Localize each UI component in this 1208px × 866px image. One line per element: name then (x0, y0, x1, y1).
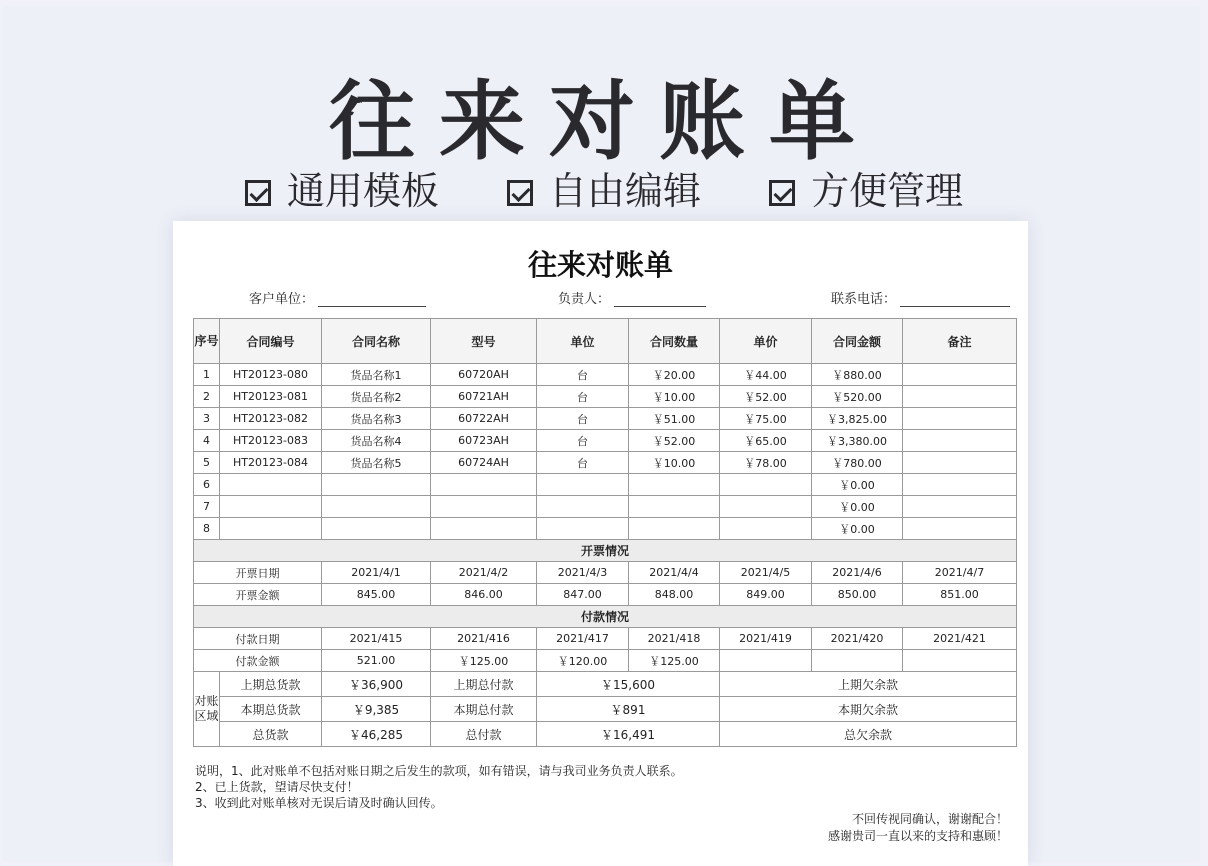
payment-amount: ￥125.00 (431, 650, 537, 672)
feature-item (507, 160, 701, 215)
payment-date: 2021/415 (322, 628, 431, 650)
table-cell (431, 518, 537, 540)
table-row (194, 518, 1017, 540)
section-title: 开票情况 (194, 540, 1017, 562)
feature-list (0, 160, 1208, 215)
feature-label: 自由编辑 (548, 169, 701, 213)
table-cell: ￥52.00 (720, 386, 812, 408)
reconcile-value: ￥16,491 (537, 722, 720, 747)
table-cell: ￥78.00 (720, 452, 812, 474)
customer-field (249, 288, 426, 307)
table-cell: 货品名称5 (322, 452, 431, 474)
payment-date: 2021/416 (431, 628, 537, 650)
customer-input-line[interactable] (318, 306, 426, 307)
invoice-amount-row (194, 584, 1017, 606)
reconcile-row (194, 722, 1017, 747)
reconcile-label: 总货款 (220, 722, 322, 747)
reconcile-label: 上期总货款 (220, 672, 322, 697)
payment-amount (812, 650, 903, 672)
invoice-amount: 845.00 (322, 584, 431, 606)
table-cell (903, 430, 1017, 452)
table-cell (903, 496, 1017, 518)
payment-amount (720, 650, 812, 672)
table-cell (903, 452, 1017, 474)
invoice-date: 2021/4/5 (720, 562, 812, 584)
payment-date: 2021/419 (720, 628, 812, 650)
table-row (194, 364, 1017, 386)
table-row (194, 430, 1017, 452)
payment-amount: 521.00 (322, 650, 431, 672)
row-label: 付款金额 (194, 650, 322, 672)
table-cell: 台 (537, 430, 629, 452)
table-cell (903, 408, 1017, 430)
table-cell (537, 496, 629, 518)
table-cell (629, 474, 720, 496)
table-cell: 60721AH (431, 386, 537, 408)
reconcile-label: 本期总货款 (220, 697, 322, 722)
table-cell: 台 (537, 408, 629, 430)
feature-label: 通用模板 (286, 169, 439, 213)
invoice-amount: 849.00 (720, 584, 812, 606)
feature-item (769, 160, 963, 215)
table-cell: ￥520.00 (812, 386, 903, 408)
table-cell: 60723AH (431, 430, 537, 452)
payment-date: 2021/421 (903, 628, 1017, 650)
table-cell (720, 496, 812, 518)
table-cell: HT20123-083 (220, 430, 322, 452)
reconcile-label: 本期欠余款 (720, 697, 1017, 722)
table-cell: ￥10.00 (629, 386, 720, 408)
invoice-amount: 848.00 (629, 584, 720, 606)
table-cell: 货品名称3 (322, 408, 431, 430)
table-cell: ￥65.00 (720, 430, 812, 452)
column-header: 单位 (537, 319, 629, 364)
closing-line: 感谢贵司一直以来的支持和惠顾！ (827, 829, 1008, 843)
phone-label: 联系电话： (831, 292, 897, 307)
table-cell: ￥20.00 (629, 364, 720, 386)
table-cell (431, 496, 537, 518)
note-line: 2、已上货款，望请尽快支付！ (195, 780, 359, 794)
payment-date: 2021/417 (537, 628, 629, 650)
banner-title: 往来对账单 (329, 72, 879, 172)
table-row (194, 386, 1017, 408)
table-cell (903, 518, 1017, 540)
feature-label: 方便管理 (811, 169, 964, 213)
payment-amount (903, 650, 1017, 672)
table-row (194, 496, 1017, 518)
table-cell (903, 364, 1017, 386)
table-cell (537, 474, 629, 496)
table-cell (322, 496, 431, 518)
column-header: 合同金额 (812, 319, 903, 364)
section-row (194, 540, 1017, 562)
reconcile-label: 上期欠余款 (720, 672, 1017, 697)
table-cell: ￥880.00 (812, 364, 903, 386)
column-header: 合同编号 (220, 319, 322, 364)
note-line: 说明，1、此对账单不包括对账日期之后发生的款项，如有错误，请与我司业务负责人联系。 (195, 764, 683, 778)
table-cell: ￥0.00 (812, 496, 903, 518)
reconcile-label: 本期总付款 (431, 697, 537, 722)
table-cell: 5 (194, 452, 220, 474)
section-title: 付款情况 (194, 606, 1017, 628)
payment-amount: ￥120.00 (537, 650, 629, 672)
table-cell: 货品名称4 (322, 430, 431, 452)
column-header: 单价 (720, 319, 812, 364)
invoice-amount: 851.00 (903, 584, 1017, 606)
table-cell: HT20123-082 (220, 408, 322, 430)
table-header-row (194, 319, 1017, 364)
invoice-date: 2021/4/4 (629, 562, 720, 584)
table-cell (903, 386, 1017, 408)
manager-field (558, 288, 706, 307)
column-header: 合同名称 (322, 319, 431, 364)
reconcile-value: ￥9,385 (322, 697, 431, 722)
phone-field (831, 288, 1010, 307)
invoice-date: 2021/4/6 (812, 562, 903, 584)
payment-amount-row (194, 650, 1017, 672)
table-cell: ￥51.00 (629, 408, 720, 430)
table-cell (720, 518, 812, 540)
table-cell (220, 518, 322, 540)
closing-remarks (828, 811, 1008, 845)
checkbox-icon (507, 180, 533, 206)
table-cell: 台 (537, 364, 629, 386)
table-cell: 4 (194, 430, 220, 452)
table-cell: 7 (194, 496, 220, 518)
invoice-date: 2021/4/2 (431, 562, 537, 584)
column-header: 型号 (431, 319, 537, 364)
row-label: 开票金额 (194, 584, 322, 606)
table-cell: 2 (194, 386, 220, 408)
document-title: 往来对账单 (527, 248, 673, 282)
invoice-date: 2021/4/3 (537, 562, 629, 584)
table-cell: ￥3,380.00 (812, 430, 903, 452)
payment-date: 2021/418 (629, 628, 720, 650)
table-cell: ￥0.00 (812, 474, 903, 496)
column-header: 备注 (903, 319, 1017, 364)
table-cell: 8 (194, 518, 220, 540)
table-cell: 台 (537, 452, 629, 474)
table-cell (220, 496, 322, 518)
table-cell (431, 474, 537, 496)
row-label: 开票日期 (194, 562, 322, 584)
reconcile-label: 总付款 (431, 722, 537, 747)
note-line: 3、收到此对账单核对无误后请及时确认回传。 (195, 796, 443, 810)
table-cell (720, 474, 812, 496)
table-cell: ￥10.00 (629, 452, 720, 474)
table-cell (220, 474, 322, 496)
table-cell: ￥3,825.00 (812, 408, 903, 430)
table-cell: ￥780.00 (812, 452, 903, 474)
table-cell: 货品名称2 (322, 386, 431, 408)
checkbox-icon (769, 180, 795, 206)
phone-input-line[interactable] (900, 306, 1010, 307)
notes (195, 763, 683, 811)
invoice-amount: 846.00 (431, 584, 537, 606)
manager-input-line[interactable] (614, 306, 706, 307)
table-cell (903, 474, 1017, 496)
invoice-amount: 850.00 (812, 584, 903, 606)
table-cell: 60720AH (431, 364, 537, 386)
table-cell (537, 518, 629, 540)
reconcile-label: 总欠余款 (720, 722, 1017, 747)
table-cell (629, 518, 720, 540)
reconcile-area-label: 对账区域 (194, 672, 220, 747)
payment-amount: ￥125.00 (629, 650, 720, 672)
closing-line: 不回传视同确认，谢谢配合！ (851, 812, 1008, 826)
invoice-date: 2021/4/1 (322, 562, 431, 584)
reconcile-value: ￥36,900 (322, 672, 431, 697)
table-cell: HT20123-084 (220, 452, 322, 474)
feature-item (245, 160, 439, 215)
table-cell: HT20123-080 (220, 364, 322, 386)
table-row (194, 452, 1017, 474)
table-row (194, 474, 1017, 496)
table-cell: 货品名称1 (322, 364, 431, 386)
checkbox-icon (245, 180, 271, 206)
table-cell: 1 (194, 364, 220, 386)
section-row (194, 606, 1017, 628)
invoice-date-row (194, 562, 1017, 584)
table-cell: 台 (537, 386, 629, 408)
reconcile-value: ￥891 (537, 697, 720, 722)
customer-label: 客户单位： (249, 292, 315, 307)
table-cell: ￥52.00 (629, 430, 720, 452)
table-cell: 3 (194, 408, 220, 430)
table-cell (322, 474, 431, 496)
table-cell: 6 (194, 474, 220, 496)
invoice-amount: 847.00 (537, 584, 629, 606)
table-row (194, 408, 1017, 430)
table-cell (629, 496, 720, 518)
table-cell: ￥44.00 (720, 364, 812, 386)
reconcile-value: ￥46,285 (322, 722, 431, 747)
column-header: 合同数量 (629, 319, 720, 364)
statement-table (193, 318, 1017, 747)
reconcile-row (194, 672, 1017, 697)
column-header: 序号 (194, 319, 220, 364)
payment-date-row (194, 628, 1017, 650)
reconcile-label: 上期总付款 (431, 672, 537, 697)
payment-date: 2021/420 (812, 628, 903, 650)
statement-sheet (173, 221, 1028, 866)
table-cell: ￥0.00 (812, 518, 903, 540)
row-label: 付款日期 (194, 628, 322, 650)
reconcile-value: ￥15,600 (537, 672, 720, 697)
table-cell: HT20123-081 (220, 386, 322, 408)
table-cell: 60724AH (431, 452, 537, 474)
table-cell (322, 518, 431, 540)
invoice-date: 2021/4/7 (903, 562, 1017, 584)
reconcile-row (194, 697, 1017, 722)
table-cell: 60722AH (431, 408, 537, 430)
manager-label: 负责人： (558, 292, 611, 307)
table-cell: ￥75.00 (720, 408, 812, 430)
